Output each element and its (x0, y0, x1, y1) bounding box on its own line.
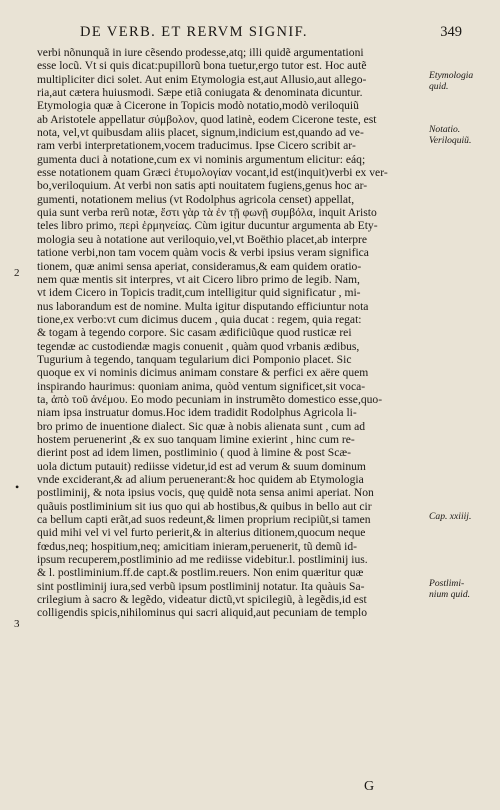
text-line: niam ipsa instruatur domus.Hoc idem tradidit Rodolphus Agricola li- (37, 406, 357, 420)
margin-note-chapter (429, 511, 495, 522)
text-line: tionem, quæ animi sensa aperiat, consideramus,& eam quidem oratio- (37, 259, 362, 273)
text-line: uola dictum putauit) rediisse videtur,id est ad verum & suum dominum (37, 459, 366, 473)
text-line: postliminij, & nota ipsius vocis, quę quidẽ nota sensa animi aperiat. Non (37, 486, 374, 500)
margin-note-line: Notatio. (429, 124, 461, 135)
text-line: teles libro primo, περὶ ἑρμηνείας. Cùm igitur ducuntur argumenta ab Ety- (37, 219, 378, 233)
text-line: quia sunt verba rerũ notæ, ἔστι γὰρ τὰ ἐν τῇ φωνῇ συμβόλα, inquit Aristo (37, 206, 377, 220)
text-line: ab Aristotele appellatur σύμβολον, quod latinè, eodem Cicerone teste, est (37, 112, 377, 126)
text-line: vt idem Cicero in Topicis tradit,cum intelligitur quid significatur , mi- (37, 286, 361, 300)
body-text (37, 46, 427, 620)
text-line: fœdus,neq; hospitium,neq; amicitiam inieram,peruenerit, tũ demũ id- (37, 539, 358, 553)
text-line: crilegium à sacro & legẽdo, videatur dictũ,vt spicilegiũ, à legẽdis,id est (37, 593, 367, 607)
margin-note-etymologia (429, 70, 495, 92)
margin-note-line: quid. (429, 81, 449, 92)
text-line: quid mihi vel vi vel furto perierit,& in alterius ditionem,quocum neque (37, 526, 366, 540)
margin-note-postliminium (429, 578, 495, 600)
text-line: Etymologia quæ à Cicerone in Topicis modò notatio,modò veriloquiũ (37, 99, 359, 113)
margin-note-line: Etymologia (429, 70, 474, 81)
page-number: 349 (440, 24, 462, 40)
text-line: tegendæ ac custodiendæ magis conuenit , quàm quod vrbanis ædibus, (37, 339, 360, 353)
text-line: bo,veriloquium. At verbi non satis apti nouitatem fugiens,genus hoc ar- (37, 179, 368, 193)
text-line: ria,aut cætera huiusmodi. Sæpe etiã coniugata & denominata dicuntur. (37, 86, 363, 100)
text-line: ipsum recuperem,postliminio ad me rediisse videbitur.l. postliminij ius. (37, 553, 368, 567)
text-line: esse notationem quam Græci ἐτυμολογίαν vocant,id est(inquit)verbi ex ver- (37, 166, 388, 180)
margin-note-line: Postlimi- (429, 578, 465, 589)
margin-note-line: nium quid. (429, 589, 471, 600)
catchword: G (364, 779, 375, 794)
text-line: hostem peruenerint ,& ex suo tanquam limine exierint , hinc cum re- (37, 432, 355, 446)
margin-note-notatio (429, 124, 495, 146)
text-line: ram verbi interpretationem,vocem traducimus. Ipse Cicero scribit ar- (37, 139, 356, 153)
text-line: colligendis spicis,nihilominus qui sacri aliquid,aut pecuniam de templo (37, 606, 368, 620)
text-line: Tugurium à tegendo, tanquam tegularium dici Pomponio placet. Sic (37, 352, 352, 366)
text-line: sint postliminij iura,sed verbũ ipsum postliminij notatur. Ita quàuis Sa- (37, 579, 365, 593)
page-header (80, 24, 470, 44)
text-line: dierint post ad idem limen, postliminio ( quod à limine & post Scæ- (37, 446, 351, 460)
text-line: quoque ex vi nominis dicimus animam constare & perfici ex aëre quem (37, 366, 369, 380)
margin-note-line: Veriloquiũ. (429, 135, 472, 146)
text-line: mologia seu à notatione aut veriloquio,vel,vt Boëthio placet,ab interpre (37, 232, 368, 246)
text-line: ca bellum capti erãt,ad suos redeunt,& limen proprium recipiũt,si tamen (37, 513, 371, 527)
text-line: gumenta duci à notatione,cum ex vi nominis argumentum elicitur: eáq; (37, 152, 366, 166)
text-line: bro primo de inuentione dialect. Sic quæ à nobis alienata sunt , cum ad (37, 419, 366, 433)
margin-note-line: Cap. xxiiij. (429, 511, 472, 522)
text-line: tatione verbi,non tam vocem quàm vocis & verbi ipsius veram significa (37, 246, 369, 260)
text-line: inspirando haurimus: quoniam anima, quòd ventum significet,sit voca- (37, 379, 366, 393)
text-line: & togam à tegendo corpore. Sic casam ædificiũque quod rusticæ rei (37, 326, 352, 340)
left-margin-marker: 2 (14, 267, 20, 279)
text-line: nem quæ mentis sit interpres, vt ait Cicero libro primo de legib. Nam, (37, 272, 360, 286)
running-title: DE VERB. ET RERVM SIGNIF. (80, 24, 308, 40)
text-line: esse locũ. Vt si quis dicat:pupillorũ bona tuetur,ergo tutor est. Hoc autẽ (37, 59, 367, 73)
text-line: ta, ἀπὸ τοῦ ἀνέμου. Eo modo pecuniam in instrumẽto domestico esse,quo- (37, 392, 383, 406)
text-line: tione,ex verbo:vt cum dicimus ducem , quia ducat : regem, quia regat: (37, 312, 362, 326)
text-line: vnde exciderant,& ad alium peruenerant:& hoc quidem ab Etymologia (37, 473, 364, 486)
text-line: quãuis postliminium sit ius quo qui ab hostibus,& quibus in bello aut cir (37, 499, 372, 513)
left-margin-marker: 3 (14, 618, 20, 630)
text-line: gumenti, notationem melius (vt Rodolphus agricola censet) appellat, (37, 192, 355, 206)
text-line: nota, vel,vt quibusdam aliis placet, signum,indicium est,quando ad ve- (37, 126, 364, 140)
text-line: multipliciter dici solet. Aut enim Etymologia est,aut Allusio,aut allego- (37, 72, 367, 86)
text-line: & l. postliminium.ff.de capt.& postlim.reuers. Non enim quæritur quæ (37, 566, 364, 580)
text-line: nus laborandum est de nomine. Multa igitur disputando efficiuntur nota (37, 299, 369, 313)
margin-dot-icon: • (15, 480, 20, 494)
text-line: verbi nõnunquã in iure cẽsendo prodesse,atq; illi quidẽ argumentationi (37, 46, 364, 59)
